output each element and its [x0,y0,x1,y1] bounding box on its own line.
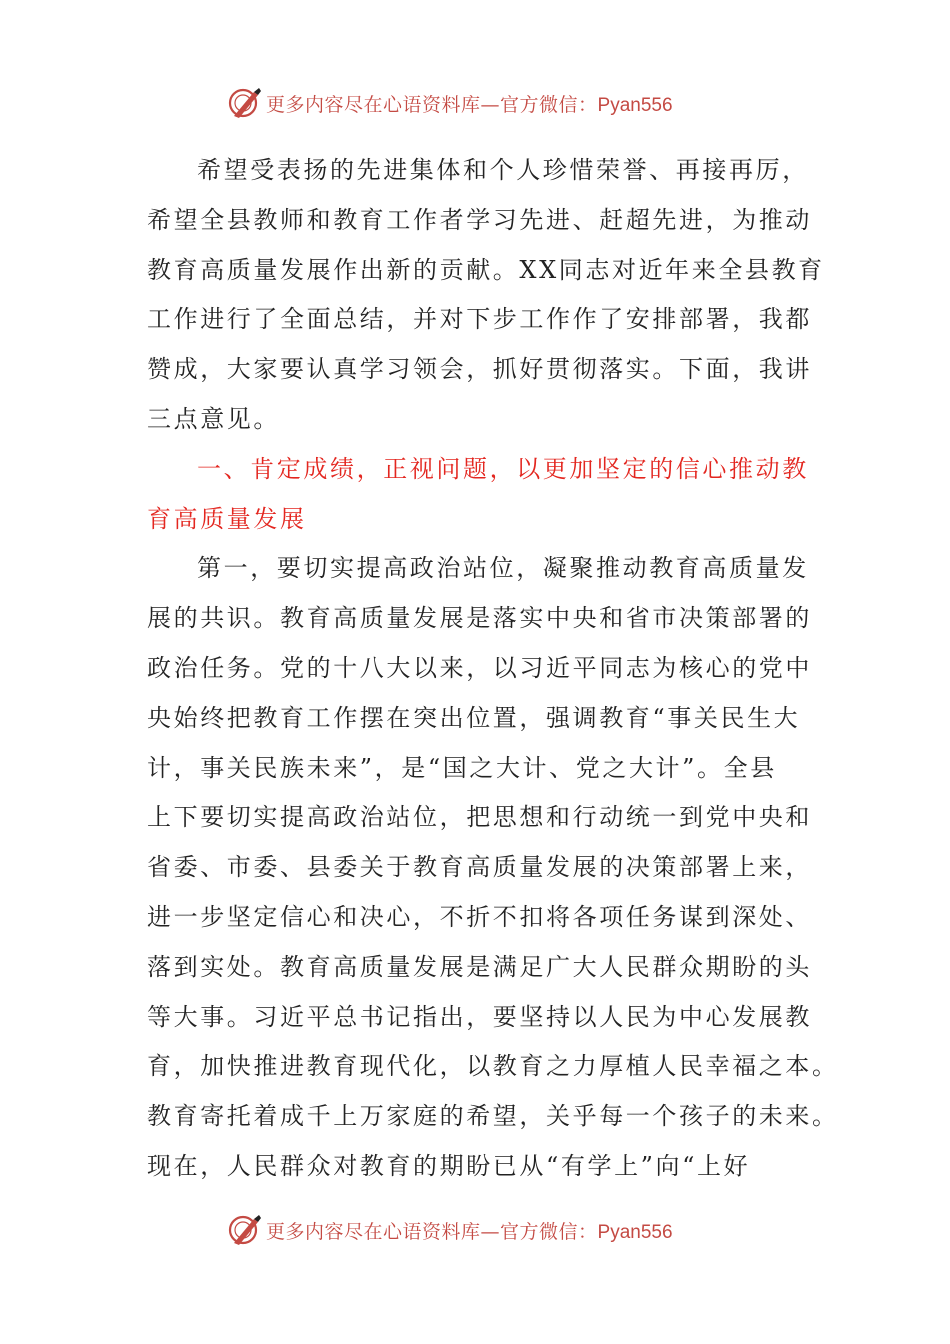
text-line: 政治任务。党的十八大以来，以习近平同志为核心的党中 [147,653,812,682]
text-line: 希望全县教师和教育工作者学习先进、赶超先进，为推动 [147,205,812,234]
banner-text: 更多内容尽在心语资料库—官方微信：Pyan556 [266,1220,673,1243]
text-line: 省委、市委、县委关于教育高质量发展的决策部署上来， [147,853,812,882]
text-line: 进一步坚定信心和决心，不折不扣将各项任务谋到深处、 [147,902,812,931]
text-line: 等大事。习近平总书记指出，要坚持以人民为中心发展教 [147,1002,812,1031]
header-banner [228,83,828,123]
text-line: 教育寄托着成千上万家庭的希望，关乎每一个孩子的未来。 [147,1102,839,1131]
banner-text: 更多内容尽在心语资料库—官方微信：Pyan556 [266,93,673,116]
text-line: 央始终把教育工作摆在突出位置，强调教育“事关民生大 [147,703,801,732]
text-line: 工作进行了全面总结，并对下步工作作了安排部署，我都 [147,305,812,334]
wechat-id: Pyan556 [597,1221,673,1243]
text-line: 希望受表扬的先进集体和个人珍惜荣誉、再接再厉， [197,156,809,184]
text-line: 计，事关民族未来”，是“国之大计、党之大计”。全县 [147,753,777,782]
text-line: 落到实处。教育高质量发展是满足广大人民群众期盼的头 [147,952,812,981]
text-line: 赞成，大家要认真学习领会，抓好贯彻落实。下面，我讲 [147,355,812,384]
text-line: 教育高质量发展作出新的贡献。XX同志对近年来全县教育 [147,255,825,284]
text-line: 现在，人民群众对教育的期盼已从“有学上”向“上好 [147,1151,751,1180]
pen-logo-icon [228,86,262,120]
text-line: 第一，要切实提高政治站位，凝聚推动教育高质量发 [197,554,809,583]
document-body [147,146,839,1192]
text-line: 三点意见。 [147,404,280,433]
footer-banner [228,1210,828,1250]
text-line: 育，加快推进教育现代化，以教育之力厚植人民幸福之本。 [147,1052,839,1081]
section-heading: 育高质量发展 [147,504,307,533]
section-heading: 一、肯定成绩，正视问题，以更加坚定的信心推动教 [197,454,809,483]
text-line: 上下要切实提高政治站位，把思想和行动统一到党中央和 [147,803,812,832]
wechat-id: Pyan556 [597,94,673,116]
text-line: 展的共识。教育高质量发展是落实中央和省市决策部署的 [147,604,812,633]
pen-logo-icon [228,1213,262,1247]
